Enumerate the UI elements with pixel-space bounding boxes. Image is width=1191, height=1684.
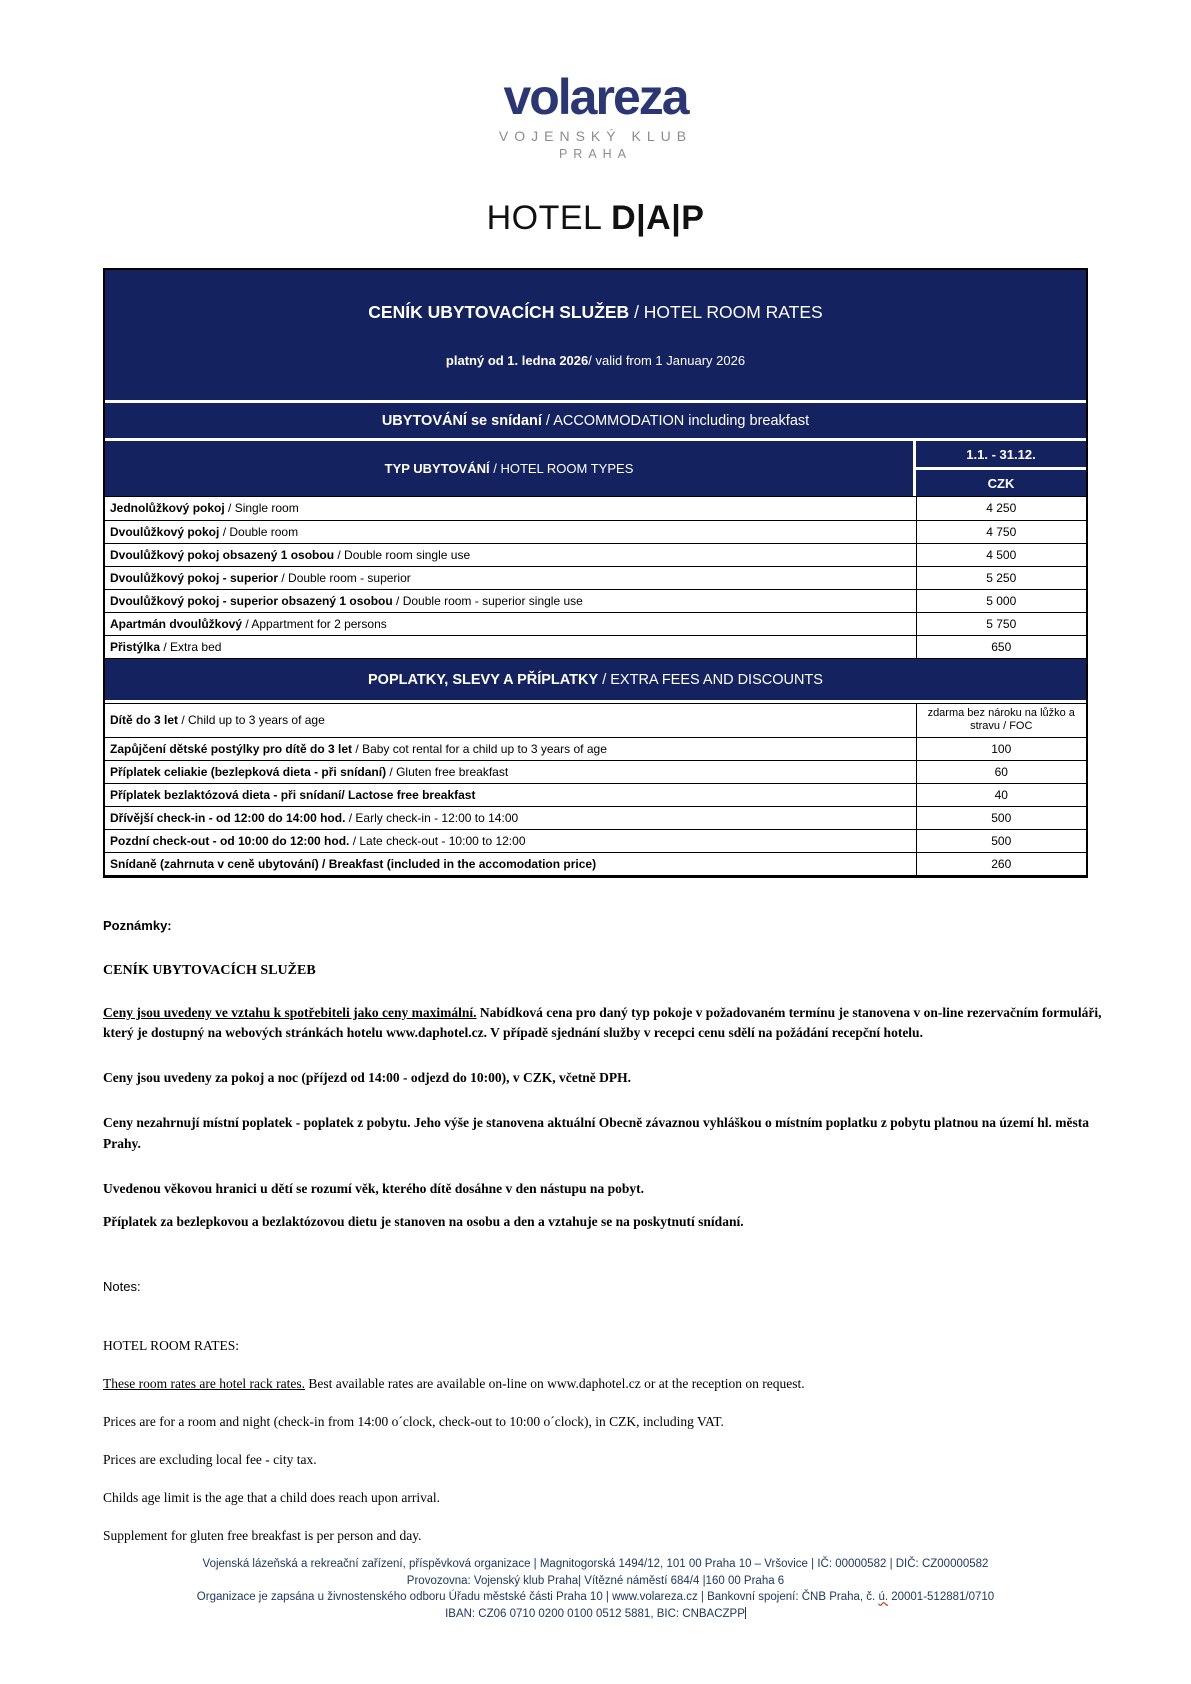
- room-price-cell: 650: [916, 635, 1086, 658]
- table-title: CENÍK UBYTOVACÍCH SLUŽEB / HOTEL ROOM RATES: [368, 302, 823, 322]
- logo-subtitle-club: VOJENSKÝ KLUB: [498, 128, 693, 144]
- notes-cs-p5: Příplatek za bezlepkovou a bezlaktózovou dietu je stanoven na osobu a den a vztahuje se na poskytnutí snídaní.: [103, 1214, 744, 1230]
- notes-cs-p2: Ceny jsou uvedeny za pokoj a noc (příjezd od 14:00 - odjezd do 10:00), v CZK, včetně DPH.: [103, 1070, 631, 1086]
- header-currency: CZK: [916, 470, 1086, 496]
- room-price-cell: 5 000: [916, 589, 1086, 612]
- room-rate-row: [105, 612, 1086, 635]
- table-validity: platný od 1. ledna 2026/ valid from 1 January 2026: [445, 353, 746, 368]
- company-footer: [0, 1556, 1191, 1623]
- room-price-cell: 4 250: [916, 497, 1086, 520]
- notes-cs-heading: CENÍK UBYTOVACÍCH SLUŽEB: [103, 962, 316, 978]
- room-type-cell: Dvoulůžkový pokoj - superior obsazený 1 osobou / Double room - superior single use: [105, 589, 916, 612]
- fee-price-cell: 100: [916, 737, 1086, 760]
- room-type-cell: Dvoulůžkový pokoj / Double room: [105, 520, 916, 543]
- section-fees-band: POPLATKY, SLEVY A PŘÍPLATKY / EXTRA FEES AND DISCOUNTS: [105, 659, 1086, 703]
- hotel-title-prefix: HOTEL: [486, 199, 612, 237]
- volareza-logo: [0, 0, 1191, 161]
- fee-label-cell: Snídaně (zahrnuta v ceně ubytování) / Breakfast (included in the accomodation price): [105, 852, 916, 875]
- fee-label-cell: Dřívější check-in - od 12:00 do 14:00 hod. / Early check-in - 12:00 to 14:00: [105, 806, 916, 829]
- room-rate-row: [105, 635, 1086, 658]
- text-cursor: [745, 1607, 746, 1619]
- fee-row: [105, 760, 1086, 783]
- notes-en-p5: Supplement for gluten free breakfast is per person and day.: [103, 1527, 422, 1543]
- notes-cs-block: [103, 963, 1103, 1233]
- notes-en-label: Notes:: [103, 1278, 141, 1294]
- room-rate-row: [105, 497, 1086, 520]
- room-price-cell: 4 750: [916, 520, 1086, 543]
- room-price-cell: 5 250: [916, 566, 1086, 589]
- notes-en-p1: These room rates are hotel rack rates. Best available rates are available on-line on www.daphotel.cz or at the reception on request.: [103, 1375, 805, 1391]
- room-rate-row: [105, 543, 1086, 566]
- fee-row: [105, 829, 1086, 852]
- spellcheck-underline: ú.: [878, 1591, 889, 1604]
- room-rate-row: [105, 589, 1086, 612]
- footer-line-1: Vojenská lázeňská a rekreační zařízení, příspěvková organizace | Magnitogorská 1494/12, 101 00 Praha 10 – Vršovice | IČ: 00000582 | DIČ: CZ00000582: [202, 1558, 989, 1570]
- fee-price-cell: 260: [916, 852, 1086, 875]
- table-header-row: [105, 441, 1086, 497]
- fee-label-cell: Příplatek bezlaktózová dieta - při snídaní/ Lactose free breakfast: [105, 783, 916, 806]
- fee-label-cell: Pozdní check-out - od 10:00 do 12:00 hod. / Late check-out - 10:00 to 12:00: [105, 829, 916, 852]
- notes-cs-label: Poznámky:: [103, 917, 172, 933]
- logo-subtitle-city: PRAHA: [558, 147, 633, 161]
- fee-price-cell: 500: [916, 806, 1086, 829]
- fee-label-cell: Dítě do 3 let / Child up to 3 years of age: [105, 703, 916, 737]
- footer-line-4: IBAN: CZ06 0710 0200 0100 0512 5881, BIC: CNBACZPP: [445, 1608, 745, 1621]
- room-type-cell: Dvoulůžkový pokoj obsazený 1 osobou / Double room single use: [105, 543, 916, 566]
- notes-en-p2: Prices are for a room and night (check-in from 14:00 o´clock, check-out to 10:00 o´clock), in CZK, including VAT.: [103, 1413, 724, 1429]
- fee-price-cell: 60: [916, 760, 1086, 783]
- notes-cs-p1: Ceny jsou uvedeny ve vztahu k spotřebiteli jako ceny maximální. Nabídková cena pro daný typ pokoje v požadovaném termínu je stanovena v on-line rezervačním formuláři, který je dostupný na webových stránkách hotelu www.daphotel.cz. V případě sjednání služby v recepci cenu sdělí na požádání recepční hotelu.: [103, 1004, 1102, 1041]
- room-rates-rows: [105, 497, 1086, 659]
- room-rows-body: [105, 497, 1086, 658]
- table-title-band: [105, 270, 1086, 403]
- room-type-cell: Apartmán dvoulůžkový / Appartment for 2 persons: [105, 612, 916, 635]
- footer-line-3: Organizace je zapsána u živnostenského odboru Úřadu městské části Praha 10 | www.volareza.cz | Bankovní spojení: ČNB Praha, č. ú. 20001-512881/0710: [196, 1591, 995, 1604]
- room-type-cell: Dvoulůžkový pokoj - superior / Double room - superior: [105, 566, 916, 589]
- room-type-cell: Jednolůžkový pokoj / Single room: [105, 497, 916, 520]
- notes-en-heading: HOTEL ROOM RATES:: [103, 1337, 240, 1353]
- room-type-cell: Přistýlka / Extra bed: [105, 635, 916, 658]
- fee-row: [105, 806, 1086, 829]
- notes-en-p3: Prices are excluding local fee - city tax.: [103, 1451, 317, 1467]
- header-period: 1.1. - 31.12.: [916, 441, 1086, 470]
- fees-rows: [105, 703, 1086, 876]
- fee-row: [105, 852, 1086, 875]
- notes-en-p4: Childs age limit is the age that a child does reach upon arrival.: [103, 1489, 441, 1505]
- room-rate-row: [105, 566, 1086, 589]
- fee-row: [105, 737, 1086, 760]
- fee-rows-body: [105, 703, 1086, 875]
- brand-wordmark: volareza: [503, 69, 688, 125]
- fee-price-cell: 500: [916, 829, 1086, 852]
- section-accommodation-band: UBYTOVÁNÍ se snídaní / ACCOMMODATION including breakfast: [105, 403, 1086, 441]
- fee-price-cell: 40: [916, 783, 1086, 806]
- hotel-name-title: [0, 199, 1191, 238]
- fee-label-cell: Zapůjčení dětské postýlky pro dítě do 3 let / Baby cot rental for a child up to 3 years of age: [105, 737, 916, 760]
- header-room-types: TYP UBYTOVÁNÍ / HOTEL ROOM TYPES: [105, 441, 916, 496]
- notes-en-block: [103, 1338, 1103, 1544]
- notes-cs-p4: Uvedenou věkovou hranici u dětí se rozumí věk, kterého dítě dosáhne v den nástupu na pobyt.: [103, 1181, 644, 1197]
- notes-cs-p3: Ceny nezahrnují místní poplatek - poplatek z pobytu. Jeho výše je stanovena aktuální Obecně závaznou vyhláškou o místním poplatku z pobytu platnou na území hl. města Prahy.: [103, 1115, 1090, 1152]
- notes-section: [103, 918, 1103, 1544]
- room-price-cell: 5 750: [916, 612, 1086, 635]
- room-rates-table: [103, 268, 1088, 878]
- fee-price-cell: zdarma bez nároku na lůžko a stravu / FOC: [916, 703, 1086, 737]
- header-price-column: [916, 441, 1086, 496]
- hotel-title-name: D|A|P: [611, 199, 705, 237]
- fee-label-cell: Příplatek celiakie (bezlepková dieta - při snídaní) / Gluten free breakfast: [105, 760, 916, 783]
- footer-line-2: Provozovna: Vojenský klub Praha| Vítězné náměstí 684/4 |160 00 Praha 6: [406, 1574, 785, 1587]
- room-price-cell: 4 500: [916, 543, 1086, 566]
- fee-row: [105, 703, 1086, 737]
- room-rate-row: [105, 520, 1086, 543]
- fee-row: [105, 783, 1086, 806]
